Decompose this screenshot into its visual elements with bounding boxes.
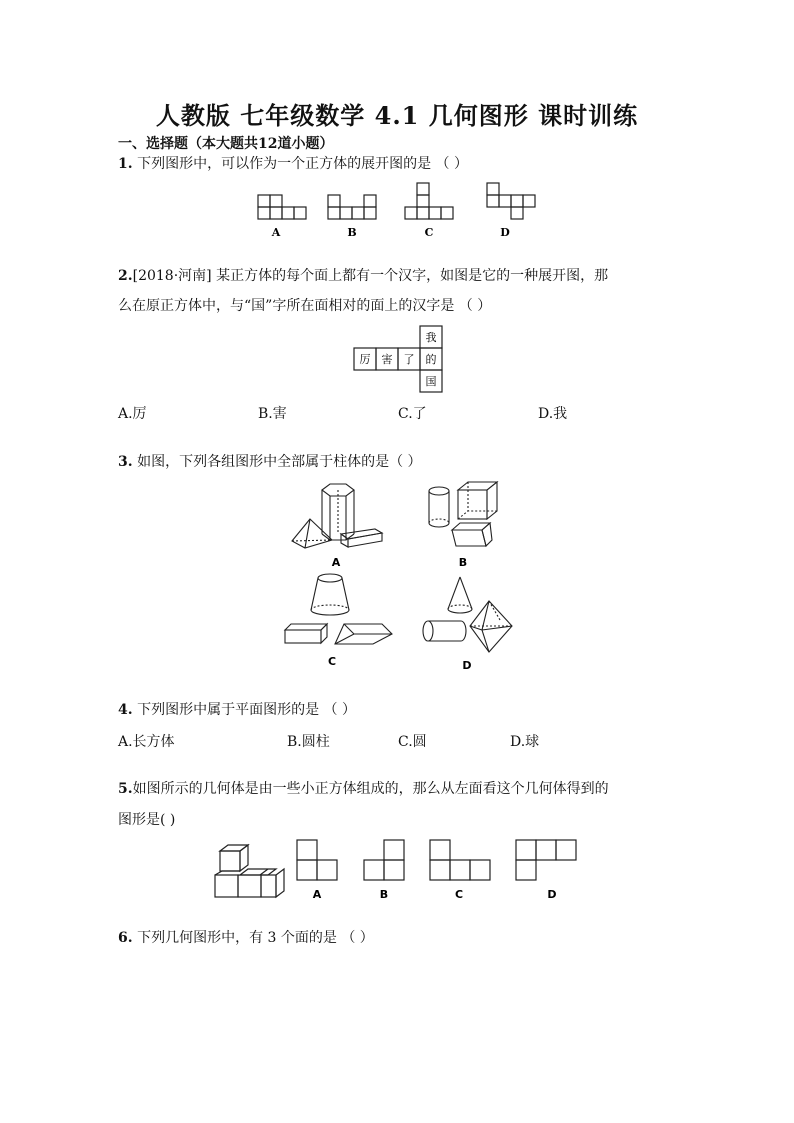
q3-label-d: D	[462, 659, 472, 672]
question-number: 1.	[118, 156, 133, 172]
page-title: 人教版 七年级数学 4.1 几何图形 课时训练	[155, 101, 639, 130]
question-text-line1: 如图所示的几何体是由一些小正方体组成的，那么从左面看这个几何体得到的	[132, 781, 609, 797]
question-text-line1: [2018·河南] 某正方体的每个面上都有一个汉字，如图是它的一种展开图，那	[132, 268, 609, 284]
question-text: 如图，下列各组图形中全部属于柱体的是（ ）	[137, 454, 422, 470]
q1-label-a: A	[271, 226, 281, 239]
question-number: 4.	[118, 702, 133, 718]
q3-label-a: A	[331, 556, 341, 569]
q5-option-d-figure	[516, 840, 576, 880]
q5-option-a-figure	[297, 840, 337, 880]
question-text-line2: 图形是( )	[118, 812, 176, 828]
q4-option-b: B.圆柱	[287, 734, 330, 750]
q4-option-d: D.球	[510, 734, 540, 750]
q5-label-b: B	[379, 888, 389, 901]
q3-label-c: C	[327, 655, 337, 668]
q4-option-c: C.圆	[398, 734, 427, 750]
question-number: 6.	[118, 930, 133, 946]
net-cell-de: 的	[425, 353, 437, 366]
q2-option-c: C.了	[398, 406, 427, 422]
question-number: 2.	[118, 268, 133, 284]
q5-option-c-figure	[430, 840, 490, 880]
q5-solid	[215, 845, 284, 897]
question-text: 下列几何图形中，有 3 个面的是 （ ）	[137, 930, 374, 946]
question-text: 下列图形中属于平面图形的是 （ ）	[137, 702, 356, 718]
section-heading: 一、选择题（本大题共12道小题）	[118, 136, 334, 152]
q4-option-a: A.长方体	[118, 734, 175, 750]
question-text: 下列图形中，可以作为一个正方体的展开图的是 （ ）	[137, 156, 468, 172]
net-cell-li: 厉	[359, 353, 371, 366]
net-cell-le: 了	[403, 353, 415, 366]
q5-option-b-figure	[364, 840, 404, 880]
q2-option-b: B.害	[258, 406, 287, 422]
q1-label-d: D	[500, 226, 510, 239]
q5-label-c: C	[454, 888, 464, 901]
q2-option-d: D.我	[538, 406, 568, 422]
net-cell-hai: 害	[381, 353, 393, 366]
q3-label-b: B	[458, 556, 468, 569]
q5-label-d: D	[547, 888, 557, 901]
q2-option-a: A.厉	[118, 406, 147, 422]
net-cell-wo: 我	[425, 331, 437, 344]
question-number: 3.	[118, 454, 133, 470]
net-cell-guo: 国	[425, 375, 437, 388]
question-number: 5.	[118, 781, 133, 797]
q1-label-c: C	[424, 226, 434, 239]
question-6	[118, 928, 374, 948]
q5-label-a: A	[312, 888, 322, 901]
question-text-line2: 么在原正方体中，与“国”字所在面相对的面上的汉字是 （ ）	[118, 298, 492, 314]
q1-label-b: B	[347, 226, 357, 239]
